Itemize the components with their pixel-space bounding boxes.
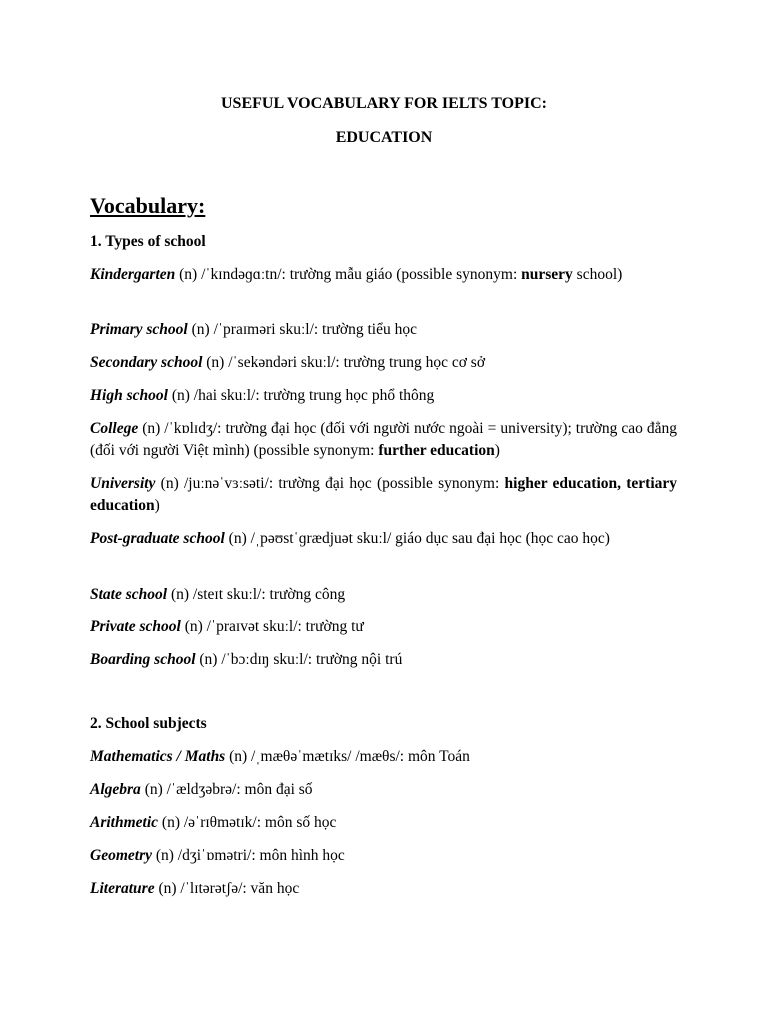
- vocab-entry: [90, 385, 677, 407]
- vocab-definition-end: ): [154, 497, 160, 514]
- section-heading: 2. School subjects: [90, 715, 207, 732]
- vocab-entry: [90, 746, 677, 768]
- vocab-entry: [90, 878, 677, 900]
- vocab-definition: (n) /steɪt skuːl/: trường công: [167, 586, 346, 603]
- vocab-entry: [90, 845, 677, 867]
- vocab-entry: [90, 528, 677, 550]
- vocab-entry: [90, 616, 677, 638]
- vocab-term: Post-graduate school: [90, 530, 225, 547]
- vocab-definition: (n) /ˈpraɪməri skuːl/: trường tiểu học: [187, 321, 417, 338]
- vocab-term: State school: [90, 586, 168, 603]
- vocab-definition: (n) /ˈpraɪvət skuːl/: trường tư: [180, 618, 364, 635]
- vocab-entry: [90, 319, 677, 341]
- vocab-definition: (n) /əˈrɪθmətɪk/: môn số học: [158, 814, 337, 831]
- vocab-entry: [90, 779, 677, 801]
- vocab-definition: (n) /ˈældʒəbrə/: môn đại số: [140, 781, 313, 798]
- vocab-definition: (n) /juːnəˈvɜːsəti/: trường đại học (possible synonym:: [155, 475, 505, 492]
- vocab-term: Mathematics / Maths: [90, 748, 226, 765]
- vocab-entry: [90, 418, 677, 462]
- vocab-definition-end: ): [494, 442, 500, 459]
- vocab-term: Algebra: [90, 781, 141, 798]
- vocab-definition: (n) /ˈkɪndəɡɑːtn/: trường mẫu giáo (possible synonym:: [175, 266, 522, 283]
- vocab-definition: (n) /ˈkɒlɪdʒ/: trường đại học (đối với người nước ngoài = university); trường cao đẳng (đối với người Việt mình) (possible synonym:: [90, 420, 677, 459]
- vocab-definition: (n) /ˌpəʊstˈɡrædjuət skuːl/ giáo dục sau đại học (học cao học): [224, 530, 610, 547]
- vocab-entry: [90, 649, 677, 671]
- section-heading: 1. Types of school: [90, 233, 206, 250]
- vocab-synonym: further education: [378, 442, 495, 459]
- vocab-term: Literature: [90, 880, 155, 897]
- vocab-term: Arithmetic: [90, 814, 159, 831]
- vocab-entry: [90, 584, 677, 606]
- vocab-term: College: [90, 420, 139, 437]
- vocab-entry: [90, 352, 677, 374]
- vocab-definition: (n) /ˌmæθəˈmætɪks/ /mæθs/: môn Toán: [225, 748, 470, 765]
- vocab-definition: (n) /ˈsekəndəri skuːl/: trường trung học cơ sở: [202, 354, 486, 371]
- vocab-term: Boarding school: [90, 651, 196, 668]
- vocab-entry: [90, 264, 677, 286]
- vocab-term: High school: [90, 387, 168, 404]
- vocab-definition: (n) /ˈlɪtərətʃə/: văn học: [154, 880, 300, 897]
- vocab-term: Primary school: [90, 321, 188, 338]
- vocab-term: Private school: [90, 618, 181, 635]
- document-title: USEFUL VOCABULARY FOR IELTS TOPIC:: [220, 95, 547, 112]
- vocab-term: University: [90, 475, 156, 492]
- vocab-synonym: nursery: [521, 266, 573, 283]
- vocab-definition-end: school): [572, 266, 623, 283]
- vocab-definition: (n) /dʒiˈɒmətri/: môn hình học: [151, 847, 345, 864]
- vocab-definition: (n) /ˈbɔːdɪŋ skuːl/: trường nội trú: [195, 651, 403, 668]
- vocabulary-heading: Vocabulary:: [90, 193, 206, 218]
- vocab-term: Geometry: [90, 847, 152, 864]
- vocab-entry: [90, 473, 677, 517]
- vocab-entry: [90, 812, 677, 834]
- vocab-term: Secondary school: [90, 354, 203, 371]
- vocab-synonym: higher education, tertiary education: [90, 475, 678, 514]
- vocab-term: Kindergarten: [90, 266, 176, 283]
- vocab-definition: (n) /hai skuːl/: trường trung học phổ thông: [167, 387, 435, 404]
- document-topic: EDUCATION: [335, 129, 433, 146]
